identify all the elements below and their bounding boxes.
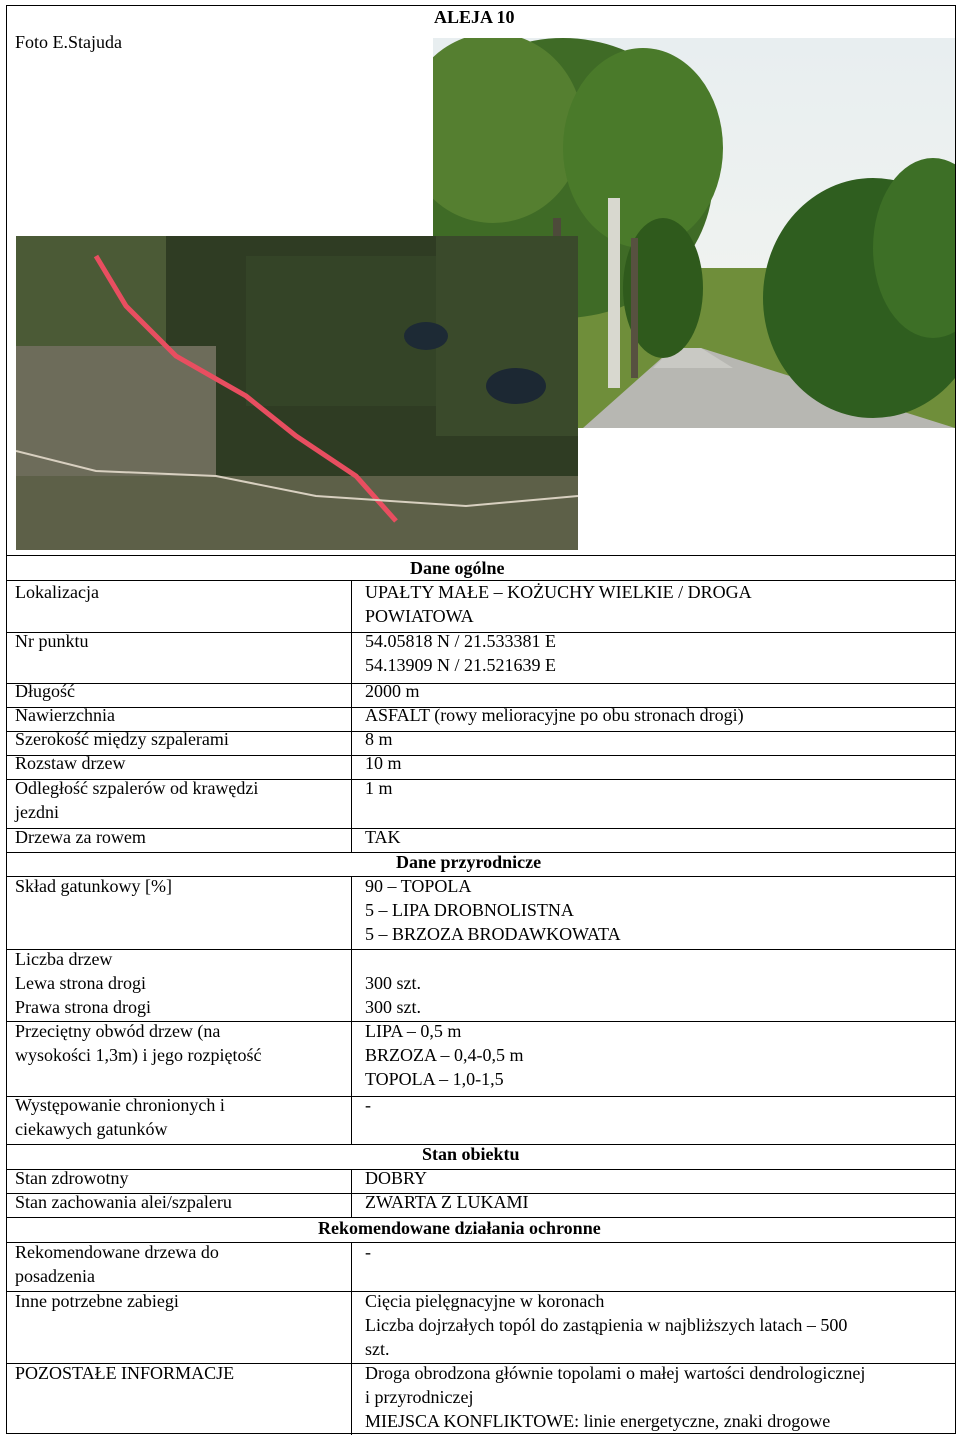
value-zdrowotny: DOBRY: [365, 1168, 428, 1188]
satellite-map: [16, 236, 578, 550]
column-divider: [351, 580, 352, 852]
value-dlugosc: 2000 m: [365, 681, 420, 701]
value-zachowania: ZWARTA Z LUKAMI: [365, 1192, 529, 1212]
label-sklad: Skład gatunkowy [%]: [15, 876, 172, 896]
value-nawierzchnia: ASFALT (rowy melioracyjne po obu stronach drogi): [365, 705, 744, 725]
label-obwod-2: wysokości 1,3m) i jego rozpiętość: [15, 1045, 262, 1065]
value-lokalizacja-2: POWIATOWA: [365, 606, 474, 626]
value-zabiegi-2: Liczba dojrzałych topól do zastąpienia w najbliższych latach – 500: [365, 1315, 848, 1335]
section-general: Dane ogólne: [410, 558, 505, 578]
value-szerokosc: 8 m: [365, 729, 393, 749]
label-rozstaw: Rozstaw drzew: [15, 753, 126, 773]
value-chronione: -: [365, 1095, 371, 1115]
label-drzewa-do-2: posadzenia: [15, 1266, 95, 1286]
label-zdrowotny: Stan zdrowotny: [15, 1168, 129, 1188]
value-obwod-1: LIPA – 0,5 m: [365, 1021, 462, 1041]
value-sklad-3: 5 – BRZOZA BRODAWKOWATA: [365, 924, 621, 944]
label-lewa: Lewa strona drogi: [15, 973, 146, 993]
column-divider: [351, 1242, 352, 1435]
value-za-rowem: TAK: [365, 827, 401, 847]
value-sklad-2: 5 – LIPA DROBNOLISTNA: [365, 900, 574, 920]
label-pozostale: POZOSTAŁE INFORMACJE: [15, 1363, 235, 1383]
value-drzewa-do: -: [365, 1242, 371, 1262]
label-dlugosc: Długość: [15, 681, 75, 701]
label-lokalizacja: Lokalizacja: [15, 582, 99, 602]
section-natural: Dane przyrodnicze: [396, 852, 542, 872]
label-chronione-1: Występowanie chronionych i: [15, 1095, 225, 1115]
value-nr-punktu-1: 54.05818 N / 21.533381 E: [365, 631, 556, 651]
value-prawa: 300 szt.: [365, 997, 421, 1017]
value-pozostale-3: MIEJSCA KONFLIKTOWE: linie energetyczne, znaki drogowe: [365, 1411, 831, 1431]
label-prawa: Prawa strona drogi: [15, 997, 151, 1017]
divider: [7, 1169, 955, 1170]
label-obwod-1: Przeciętny obwód drzew (na: [15, 1021, 221, 1041]
label-odleglosc-1: Odległość szpalerów od krawędzi: [15, 778, 259, 798]
value-pozostale-2: i przyrodniczej: [365, 1387, 474, 1407]
value-zabiegi-1: Cięcia pielęgnacyjne w koronach: [365, 1291, 605, 1311]
label-chronione-2: ciekawych gatunków: [15, 1119, 168, 1139]
column-divider: [351, 876, 352, 1144]
label-nawierzchnia: Nawierzchnia: [15, 705, 115, 725]
value-obwod-2: BRZOZA – 0,4-0,5 m: [365, 1045, 524, 1065]
label-odleglosc-2: jezdni: [15, 802, 59, 822]
value-odleglosc: 1 m: [365, 778, 393, 798]
value-obwod-3: TOPOLA – 1,0-1,5: [365, 1069, 504, 1089]
label-nr-punktu: Nr punktu: [15, 631, 89, 651]
value-rozstaw: 10 m: [365, 753, 402, 773]
value-sklad-1: 90 – TOPOLA: [365, 876, 472, 896]
value-zabiegi-3: szt.: [365, 1339, 390, 1359]
label-za-rowem: Drzewa za rowem: [15, 827, 146, 847]
label-zachowania: Stan zachowania alei/szpaleru: [15, 1192, 232, 1212]
divider: [7, 683, 955, 684]
section-condition: Stan obiektu: [422, 1144, 520, 1164]
label-drzewa-do-1: Rekomendowane drzewa do: [15, 1242, 219, 1262]
section-recommended: Rekomendowane działania ochronne: [318, 1218, 601, 1238]
photo-credit: Foto E.Stajuda: [15, 32, 122, 52]
divider: [7, 755, 955, 756]
label-liczba: Liczba drzew: [15, 949, 113, 969]
value-lewa: 300 szt.: [365, 973, 421, 993]
document-title: ALEJA 10: [434, 7, 515, 27]
label-szerokosc: Szerokość między szpalerami: [15, 729, 229, 749]
value-nr-punktu-2: 54.13909 N / 21.521639 E: [365, 655, 556, 675]
value-pozostale-1: Droga obrodzona głównie topolami o małej wartości dendrologicznej: [365, 1363, 866, 1383]
label-zabiegi: Inne potrzebne zabiegi: [15, 1291, 179, 1311]
value-lokalizacja-1: UPAŁTY MAŁE – KOŻUCHY WIELKIE / DROGA: [365, 582, 752, 602]
column-divider: [351, 1169, 352, 1217]
divider: [7, 949, 955, 950]
divider: [7, 828, 955, 829]
